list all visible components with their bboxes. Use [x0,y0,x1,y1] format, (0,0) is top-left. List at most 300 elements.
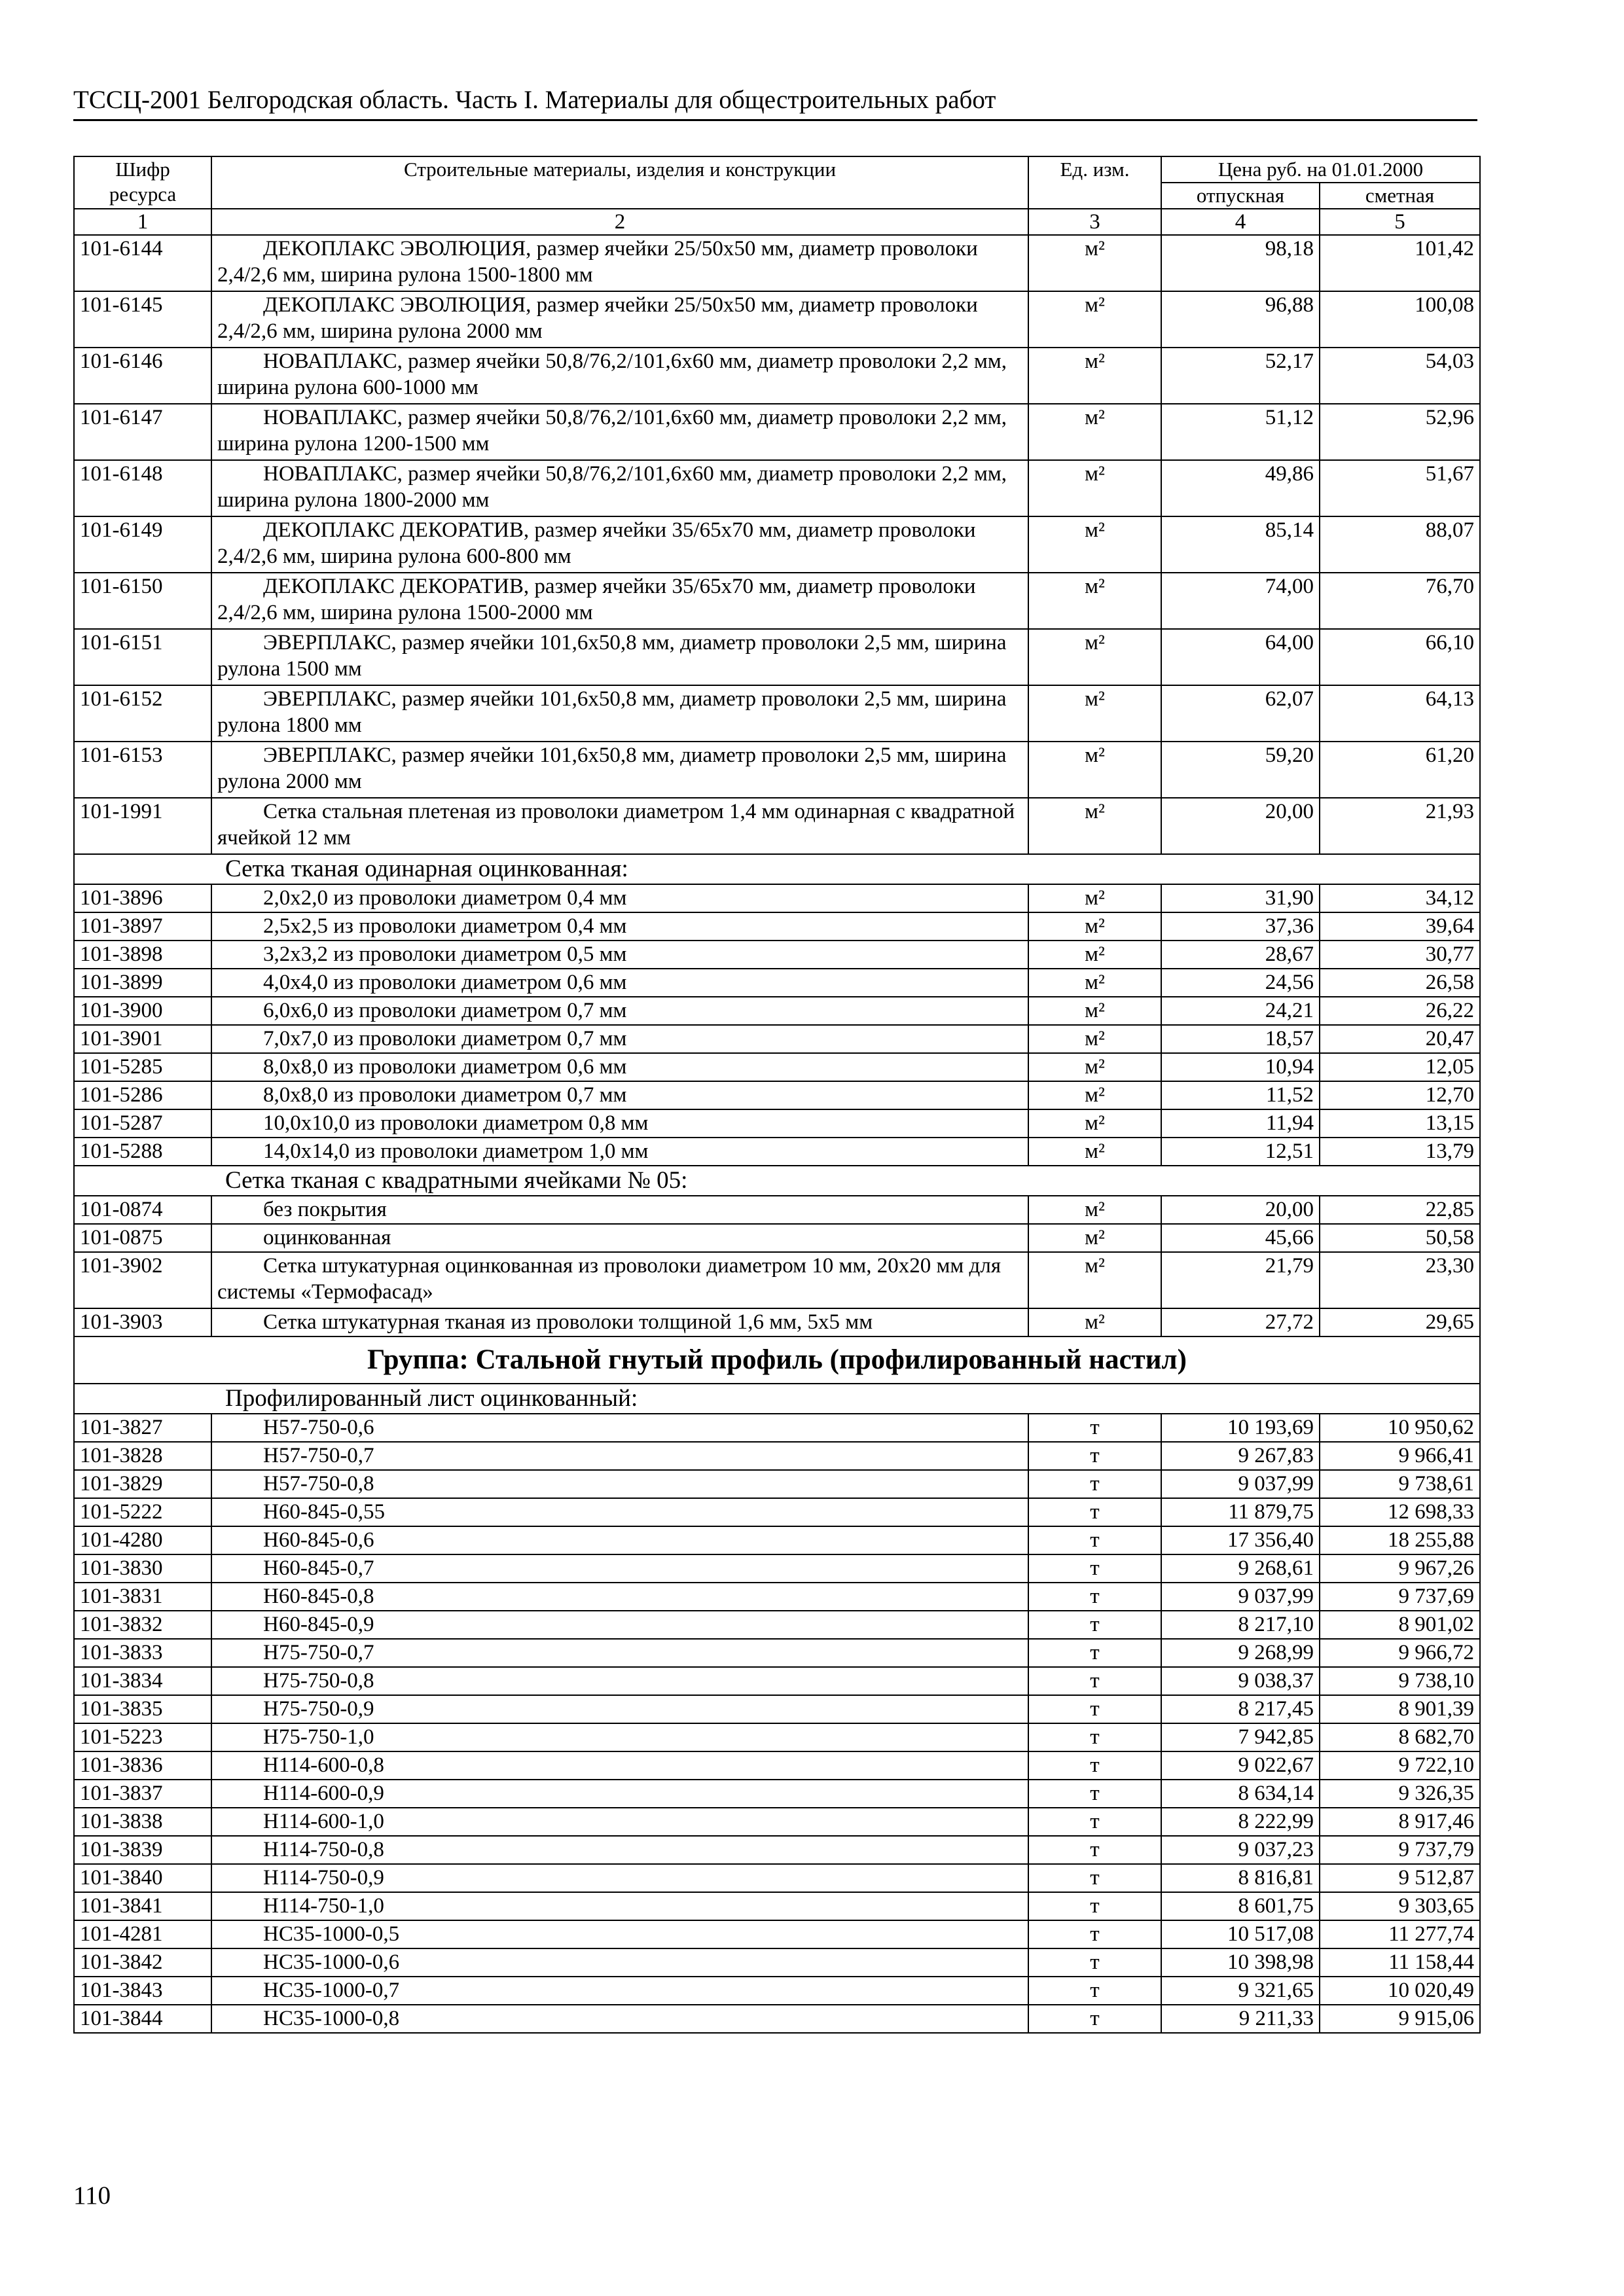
resource-code: 101-5288 [74,1138,211,1166]
price-release: 8 217,45 [1161,1695,1320,1723]
price-estimate: 12,70 [1320,1081,1480,1109]
price-estimate: 52,96 [1320,404,1480,460]
price-estimate: 8 917,46 [1320,1808,1480,1836]
material-name: 6,0х6,0 из проволоки диаметром 0,7 мм [211,997,1028,1025]
price-estimate: 39,64 [1320,912,1480,941]
unit: т [1028,1723,1161,1751]
price-release: 96,88 [1161,291,1320,348]
price-estimate: 12 698,33 [1320,1498,1480,1526]
resource-code: 101-3842 [74,1948,211,1977]
price-release: 9 267,83 [1161,1442,1320,1470]
col-number: 5 [1320,209,1480,235]
table-row [74,1053,1480,1081]
table-row [74,1695,1480,1723]
unit: т [1028,1695,1161,1723]
material-name: Н114-750-1,0 [211,1892,1028,1920]
resource-code: 101-3844 [74,2005,211,2033]
unit: т [1028,1442,1161,1470]
unit: м² [1028,884,1161,912]
material-name: 8,0х8,0 из проволоки диаметром 0,7 мм [211,1081,1028,1109]
material-name: Н60-845-0,8 [211,1583,1028,1611]
table-row [74,1498,1480,1526]
unit: т [1028,1864,1161,1892]
price-estimate: 10 950,62 [1320,1414,1480,1442]
price-estimate: 34,12 [1320,884,1480,912]
material-name: ЭВЕРПЛАКС, размер ячейки 101,6х50,8 мм, диаметр проволоки 2,5 мм, ширина рулона 1500 мм [211,629,1028,685]
table-row [74,1751,1480,1780]
unit: т [1028,1892,1161,1920]
col-header-unit: Ед. изм. [1028,156,1161,209]
resource-code: 101-3828 [74,1442,211,1470]
price-release: 98,18 [1161,235,1320,291]
price-estimate: 101,42 [1320,235,1480,291]
price-release: 85,14 [1161,516,1320,573]
price-release: 9 038,37 [1161,1667,1320,1695]
table-row [74,2005,1480,2033]
resource-code: 101-5223 [74,1723,211,1751]
material-name: 4,0х4,0 из проволоки диаметром 0,6 мм [211,969,1028,997]
material-name: оцинкованная [211,1224,1028,1252]
material-name: Н75-750-0,8 [211,1667,1028,1695]
price-estimate: 30,77 [1320,941,1480,969]
price-release: 8 217,10 [1161,1611,1320,1639]
price-release: 8 816,81 [1161,1864,1320,1892]
table-row [74,1639,1480,1667]
price-estimate: 100,08 [1320,291,1480,348]
section-row [74,1384,1480,1414]
unit: м² [1028,348,1161,404]
price-release: 45,66 [1161,1224,1320,1252]
material-name: без покрытия [211,1196,1028,1224]
unit: м² [1028,1053,1161,1081]
price-estimate: 8 682,70 [1320,1723,1480,1751]
price-release: 8 222,99 [1161,1808,1320,1836]
price-release: 10 193,69 [1161,1414,1320,1442]
price-release: 9 321,65 [1161,1977,1320,2005]
material-name: Н114-600-1,0 [211,1808,1028,1836]
material-name: 10,0х10,0 из проволоки диаметром 0,8 мм [211,1109,1028,1138]
unit: м² [1028,798,1161,854]
unit: м² [1028,1081,1161,1109]
resource-code: 101-3829 [74,1470,211,1498]
table-row [74,1920,1480,1948]
resource-code: 101-1991 [74,798,211,854]
table-row [74,1583,1480,1611]
table-row [74,235,1480,291]
price-release: 11 879,75 [1161,1498,1320,1526]
unit: м² [1028,685,1161,742]
table-row [74,1892,1480,1920]
table-row [74,1224,1480,1252]
section-title: Профилированный лист оцинкованный: [74,1384,1480,1414]
page-number: 110 [73,2181,111,2210]
unit: т [1028,1948,1161,1977]
price-release: 62,07 [1161,685,1320,742]
col-header-price: Цена руб. на 01.01.2000 [1161,156,1480,183]
price-estimate: 10 020,49 [1320,1977,1480,2005]
unit: м² [1028,1224,1161,1252]
price-release: 24,21 [1161,997,1320,1025]
price-release: 64,00 [1161,629,1320,685]
unit: м² [1028,912,1161,941]
table-row [74,516,1480,573]
price-release: 24,56 [1161,969,1320,997]
price-release: 21,79 [1161,1252,1320,1308]
price-release: 10 517,08 [1161,1920,1320,1948]
price-release: 10 398,98 [1161,1948,1320,1977]
material-name: Н60-845-0,9 [211,1611,1028,1639]
unit: т [1028,1639,1161,1667]
material-name: Н75-750-0,7 [211,1639,1028,1667]
price-release: 9 211,33 [1161,2005,1320,2033]
price-release: 59,20 [1161,742,1320,798]
table-row [74,1667,1480,1695]
material-name: Н60-845-0,7 [211,1554,1028,1583]
table-row [74,348,1480,404]
unit: м² [1028,235,1161,291]
price-estimate: 26,22 [1320,997,1480,1025]
resource-code: 101-3841 [74,1892,211,1920]
table-row [74,460,1480,516]
material-name: 14,0х14,0 из проволоки диаметром 1,0 мм [211,1138,1028,1166]
header-row [74,156,1480,183]
col-header-price-release: отпускная [1161,183,1320,209]
price-estimate: 9 303,65 [1320,1892,1480,1920]
group-row [74,1336,1480,1384]
table-row [74,1948,1480,1977]
material-name: ДЕКОПЛАКС ДЕКОРАТИВ, размер ячейки 35/65х70 мм, диаметр проволоки 2,4/2,6 мм, ширина рулона 600-800 мм [211,516,1028,573]
col-header-code: Шифр ресурса [74,156,211,209]
resource-code: 101-3827 [74,1414,211,1442]
table-row [74,969,1480,997]
unit: м² [1028,629,1161,685]
price-release: 37,36 [1161,912,1320,941]
material-name: 3,2х3,2 из проволоки диаметром 0,5 мм [211,941,1028,969]
table-row [74,1109,1480,1138]
price-estimate: 22,85 [1320,1196,1480,1224]
price-release: 9 037,99 [1161,1470,1320,1498]
table-row [74,798,1480,854]
table-row [74,742,1480,798]
price-release: 8 634,14 [1161,1780,1320,1808]
unit: т [1028,2005,1161,2033]
table-row [74,1526,1480,1554]
section-title: Сетка тканая с квадратными ячейками № 05: [74,1166,1480,1196]
resource-code: 101-3899 [74,969,211,997]
price-estimate: 9 966,72 [1320,1639,1480,1667]
price-release: 9 037,99 [1161,1583,1320,1611]
unit: м² [1028,460,1161,516]
unit: т [1028,1583,1161,1611]
price-estimate: 13,15 [1320,1109,1480,1138]
price-release: 11,52 [1161,1081,1320,1109]
resource-code: 101-6151 [74,629,211,685]
resource-code: 101-3898 [74,941,211,969]
resource-code: 101-5286 [74,1081,211,1109]
table-row [74,573,1480,629]
material-name: 2,0х2,0 из проволоки диаметром 0,4 мм [211,884,1028,912]
material-name: Н114-600-0,9 [211,1780,1028,1808]
unit: м² [1028,573,1161,629]
unit: т [1028,1780,1161,1808]
unit: т [1028,1751,1161,1780]
price-estimate: 9 737,69 [1320,1583,1480,1611]
col-number: 4 [1161,209,1320,235]
resource-code: 101-3838 [74,1808,211,1836]
price-release: 28,67 [1161,941,1320,969]
material-name: НС35-1000-0,7 [211,1977,1028,2005]
resource-code: 101-3833 [74,1639,211,1667]
table-row [74,1196,1480,1224]
resource-code: 101-5287 [74,1109,211,1138]
resource-code: 101-3902 [74,1252,211,1308]
price-estimate: 13,79 [1320,1138,1480,1166]
table-row [74,912,1480,941]
page-header: ТССЦ-2001 Белгородская область. Часть I. Материалы для общестроительных работ [73,84,1477,121]
material-name: ДЕКОПЛАКС ЭВОЛЮЦИЯ, размер ячейки 25/50х50 мм, диаметр проволоки 2,4/2,6 мм, ширина рулона 1500-1800 мм [211,235,1028,291]
material-name: Н75-750-0,9 [211,1695,1028,1723]
table-row [74,1808,1480,1836]
price-release: 11,94 [1161,1109,1320,1138]
material-name: Н60-845-0,55 [211,1498,1028,1526]
resource-code: 101-3839 [74,1836,211,1864]
price-estimate: 9 738,10 [1320,1667,1480,1695]
material-name: Н114-750-0,9 [211,1864,1028,1892]
unit: м² [1028,291,1161,348]
price-estimate: 23,30 [1320,1252,1480,1308]
price-release: 17 356,40 [1161,1526,1320,1554]
price-release: 31,90 [1161,884,1320,912]
price-estimate: 11 277,74 [1320,1920,1480,1948]
column-number-row [74,209,1480,235]
table-row [74,1554,1480,1583]
material-name: Сетка стальная плетеная из проволоки диаметром 1,4 мм одинарная с квадратной ячейкой 12 мм [211,798,1028,854]
material-name: ДЕКОПЛАКС ЭВОЛЮЦИЯ, размер ячейки 25/50х50 мм, диаметр проволоки 2,4/2,6 мм, ширина рулона 2000 мм [211,291,1028,348]
unit: т [1028,1808,1161,1836]
table-row [74,1780,1480,1808]
price-estimate: 9 915,06 [1320,2005,1480,2033]
price-table [73,156,1481,2034]
resource-code: 101-3901 [74,1025,211,1053]
resource-code: 101-3903 [74,1308,211,1336]
price-release: 8 601,75 [1161,1892,1320,1920]
table-row [74,629,1480,685]
resource-code: 101-3834 [74,1667,211,1695]
unit: м² [1028,1252,1161,1308]
resource-code: 101-3835 [74,1695,211,1723]
price-estimate: 11 158,44 [1320,1948,1480,1977]
col-header-price-estimate: сметная [1320,183,1480,209]
table-row [74,1442,1480,1470]
table-row [74,997,1480,1025]
unit: т [1028,1667,1161,1695]
table-row [74,1470,1480,1498]
material-name: НС35-1000-0,8 [211,2005,1028,2033]
table-row [74,685,1480,742]
resource-code: 101-6150 [74,573,211,629]
price-estimate: 9 966,41 [1320,1442,1480,1470]
resource-code: 101-6153 [74,742,211,798]
resource-code: 101-6147 [74,404,211,460]
col-number: 2 [211,209,1028,235]
col-number: 1 [74,209,211,235]
table-row [74,1252,1480,1308]
table-row [74,1081,1480,1109]
table-row [74,404,1480,460]
price-release: 27,72 [1161,1308,1320,1336]
table-row [74,1025,1480,1053]
price-estimate: 9 738,61 [1320,1470,1480,1498]
price-estimate: 8 901,39 [1320,1695,1480,1723]
resource-code: 101-6145 [74,291,211,348]
material-name: Н114-600-0,8 [211,1751,1028,1780]
resource-code: 101-3896 [74,884,211,912]
resource-code: 101-5222 [74,1498,211,1526]
resource-code: 101-6149 [74,516,211,573]
material-name: НОВАПЛАКС, размер ячейки 50,8/76,2/101,6х60 мм, диаметр проволоки 2,2 мм, ширина рулона 1200-1500 мм [211,404,1028,460]
col-number: 3 [1028,209,1161,235]
table-row [74,1836,1480,1864]
material-name: 2,5х2,5 из проволоки диаметром 0,4 мм [211,912,1028,941]
resource-code: 101-3843 [74,1977,211,2005]
unit: м² [1028,941,1161,969]
price-estimate: 8 901,02 [1320,1611,1480,1639]
material-name: НС35-1000-0,6 [211,1948,1028,1977]
table-row [74,1977,1480,2005]
section-title: Сетка тканая одинарная оцинкованная: [74,854,1480,884]
price-release: 7 942,85 [1161,1723,1320,1751]
material-name: 7,0х7,0 из проволоки диаметром 0,7 мм [211,1025,1028,1053]
table-row [74,1414,1480,1442]
price-estimate: 66,10 [1320,629,1480,685]
price-release: 20,00 [1161,798,1320,854]
price-estimate: 20,47 [1320,1025,1480,1053]
price-release: 52,17 [1161,348,1320,404]
price-estimate: 9 326,35 [1320,1780,1480,1808]
unit: т [1028,1526,1161,1554]
material-name: НОВАПЛАКС, размер ячейки 50,8/76,2/101,6х60 мм, диаметр проволоки 2,2 мм, ширина рулона 1800-2000 мм [211,460,1028,516]
price-estimate: 9 512,87 [1320,1864,1480,1892]
price-release: 9 037,23 [1161,1836,1320,1864]
resource-code: 101-3840 [74,1864,211,1892]
material-name: Сетка штукатурная оцинкованная из проволоки диаметром 10 мм, 20х20 мм для системы «Термофасад» [211,1252,1028,1308]
resource-code: 101-6152 [74,685,211,742]
resource-code: 101-5285 [74,1053,211,1081]
group-title: Группа: Стальной гнутый профиль (профилированный настил) [74,1336,1480,1384]
material-name: Н114-750-0,8 [211,1836,1028,1864]
price-estimate: 61,20 [1320,742,1480,798]
table-row [74,291,1480,348]
unit: м² [1028,1138,1161,1166]
resource-code: 101-4280 [74,1526,211,1554]
unit: т [1028,1977,1161,2005]
unit: т [1028,1554,1161,1583]
price-estimate: 9 967,26 [1320,1554,1480,1583]
col-header-name: Строительные материалы, изделия и конструкции [211,156,1028,209]
unit: м² [1028,1196,1161,1224]
material-name: ЭВЕРПЛАКС, размер ячейки 101,6х50,8 мм, диаметр проволоки 2,5 мм, ширина рулона 2000 мм [211,742,1028,798]
table-row [74,1864,1480,1892]
unit: т [1028,1611,1161,1639]
price-estimate: 26,58 [1320,969,1480,997]
resource-code: 101-3836 [74,1751,211,1780]
unit: м² [1028,1308,1161,1336]
material-name: Н57-750-0,6 [211,1414,1028,1442]
price-release: 9 022,67 [1161,1751,1320,1780]
price-release: 9 268,99 [1161,1639,1320,1667]
unit: м² [1028,516,1161,573]
material-name: Н57-750-0,7 [211,1442,1028,1470]
resource-code: 101-0874 [74,1196,211,1224]
price-release: 18,57 [1161,1025,1320,1053]
table-row [74,884,1480,912]
unit: м² [1028,742,1161,798]
price-estimate: 9 737,79 [1320,1836,1480,1864]
resource-code: 101-3831 [74,1583,211,1611]
resource-code: 101-3830 [74,1554,211,1583]
unit: т [1028,1414,1161,1442]
material-name: Н60-845-0,6 [211,1526,1028,1554]
material-name: 8,0х8,0 из проволоки диаметром 0,6 мм [211,1053,1028,1081]
unit: м² [1028,404,1161,460]
price-estimate: 51,67 [1320,460,1480,516]
table-body [74,235,1480,2033]
price-release: 74,00 [1161,573,1320,629]
price-estimate: 50,58 [1320,1224,1480,1252]
price-estimate: 12,05 [1320,1053,1480,1081]
unit: т [1028,1920,1161,1948]
resource-code: 101-3900 [74,997,211,1025]
resource-code: 101-3832 [74,1611,211,1639]
section-row [74,854,1480,884]
resource-code: 101-6148 [74,460,211,516]
material-name: Н57-750-0,8 [211,1470,1028,1498]
resource-code: 101-4281 [74,1920,211,1948]
section-row [74,1166,1480,1196]
material-name: НОВАПЛАКС, размер ячейки 50,8/76,2/101,6х60 мм, диаметр проволоки 2,2 мм, ширина рулона 600-1000 мм [211,348,1028,404]
material-name: Н75-750-1,0 [211,1723,1028,1751]
resource-code: 101-0875 [74,1224,211,1252]
resource-code: 101-6146 [74,348,211,404]
price-release: 12,51 [1161,1138,1320,1166]
price-estimate: 29,65 [1320,1308,1480,1336]
resource-code: 101-6144 [74,235,211,291]
material-name: ДЕКОПЛАКС ДЕКОРАТИВ, размер ячейки 35/65х70 мм, диаметр проволоки 2,4/2,6 мм, ширина рулона 1500-2000 мм [211,573,1028,629]
material-name: НС35-1000-0,5 [211,1920,1028,1948]
price-release: 20,00 [1161,1196,1320,1224]
price-estimate: 9 722,10 [1320,1751,1480,1780]
price-estimate: 18 255,88 [1320,1526,1480,1554]
unit: т [1028,1470,1161,1498]
table-row [74,1138,1480,1166]
resource-code: 101-3837 [74,1780,211,1808]
material-name: Сетка штукатурная тканая из проволоки толщиной 1,6 мм, 5х5 мм [211,1308,1028,1336]
table-row [74,1611,1480,1639]
price-release: 9 268,61 [1161,1554,1320,1583]
unit: т [1028,1836,1161,1864]
price-estimate: 54,03 [1320,348,1480,404]
unit: м² [1028,969,1161,997]
price-estimate: 76,70 [1320,573,1480,629]
table-row [74,1723,1480,1751]
price-release: 51,12 [1161,404,1320,460]
table-row [74,1308,1480,1336]
resource-code: 101-3897 [74,912,211,941]
price-release: 10,94 [1161,1053,1320,1081]
unit: м² [1028,1025,1161,1053]
unit: т [1028,1498,1161,1526]
unit: м² [1028,997,1161,1025]
